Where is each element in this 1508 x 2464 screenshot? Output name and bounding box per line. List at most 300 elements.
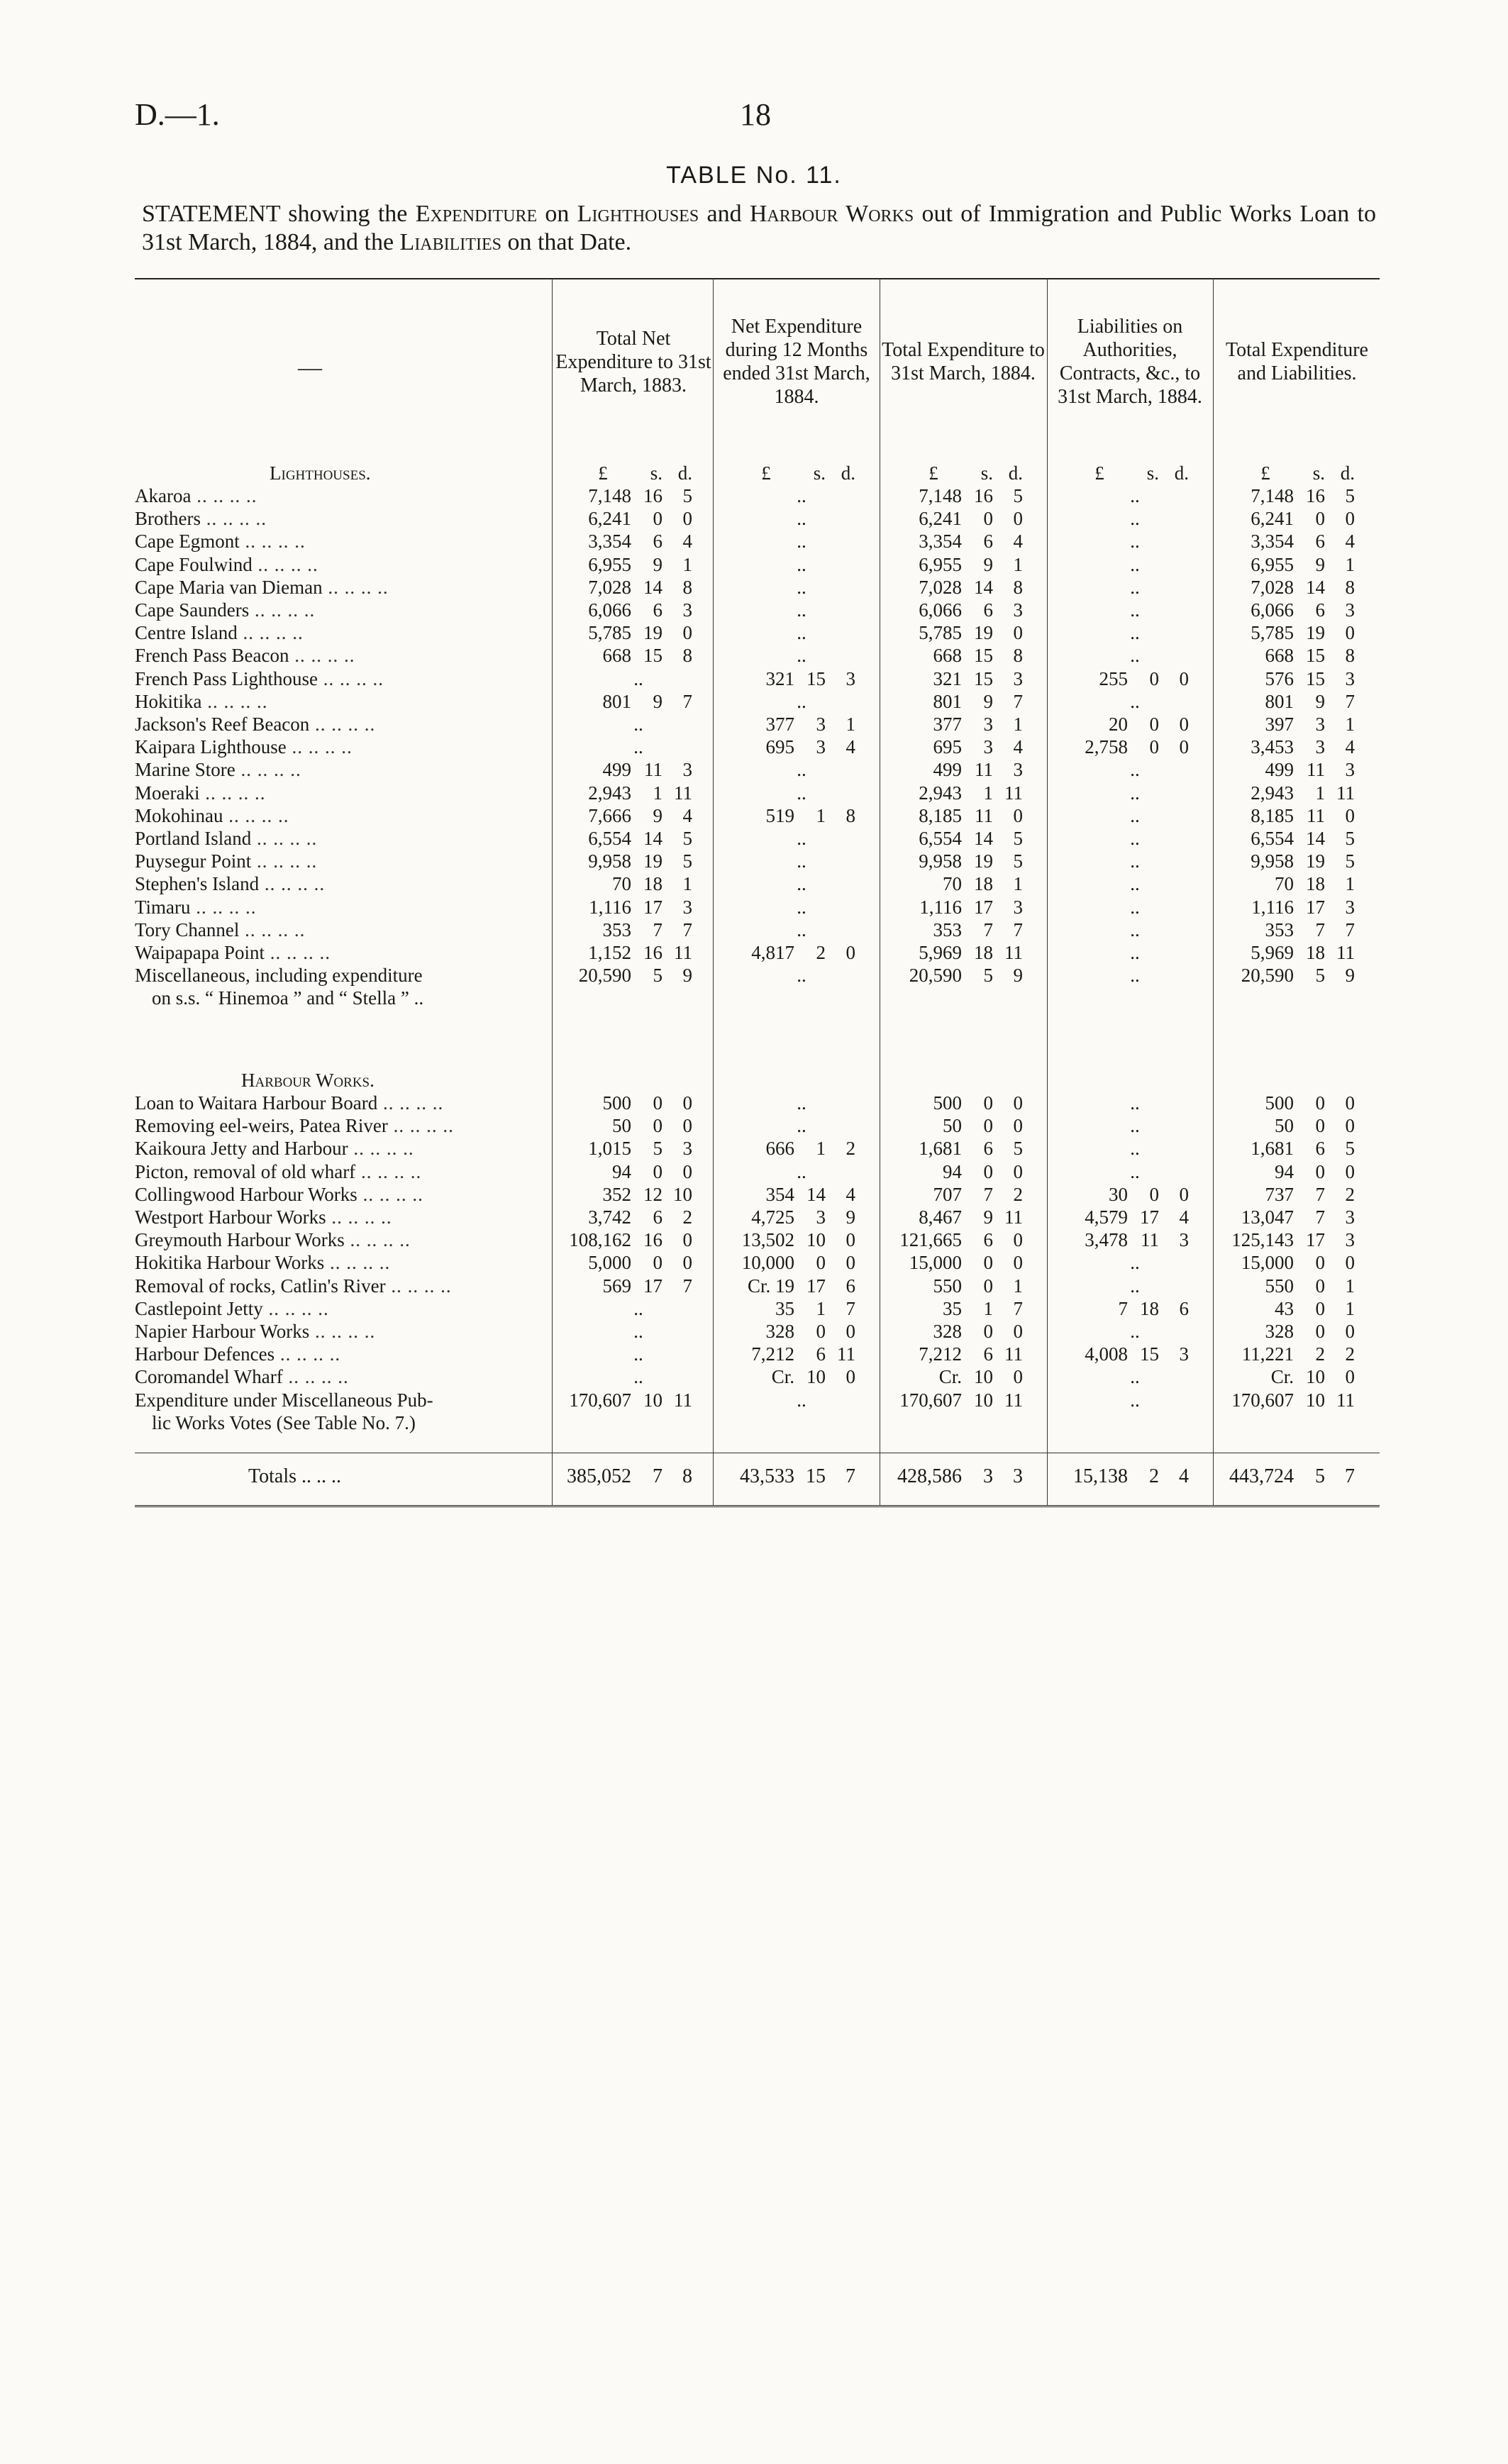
lighthouse-row-4-label — [135, 554, 539, 576]
lighthouse-row-3-c3-pence: 4 — [1013, 531, 1023, 553]
lighthouse-row-1-c3-pounds: 7,148 — [919, 485, 962, 506]
harbour-row-14-c3-pounds: 170,607 — [899, 1389, 962, 1411]
harbour-row-10-c3-pence: 7 — [1013, 1297, 1023, 1319]
lighthouse-row-5-leader: .. .. .. .. — [322, 576, 389, 598]
lighthouse-row-2-c4-blank: .. — [1130, 508, 1140, 530]
lighthouse-row-17-c3-pounds: 9,958 — [919, 850, 962, 872]
lighthouse-row-4-c5-pence: 1 — [1345, 553, 1355, 575]
unit-pence: d. — [677, 462, 692, 484]
harbour-row-2-c5-pounds: 50 — [1275, 1115, 1294, 1137]
lighthouse-row-21-c1-pounds: 1,152 — [588, 942, 631, 963]
lighthouse-row-3 — [135, 531, 1380, 553]
lighthouse-row-12 — [135, 736, 1380, 759]
lighthouse-row-8-c5-shillings: 15 — [1306, 645, 1325, 667]
lighthouse-row-2-leader: .. .. .. .. — [200, 508, 267, 530]
lighthouse-row-11-name: Jackson's Reef Beacon — [135, 714, 310, 735]
harbour-row-5-c3-shillings: 7 — [983, 1183, 993, 1205]
lighthouse-row-17-c1-pounds: 9,958 — [588, 850, 631, 872]
lighthouse-row-15-c4-blank: .. — [1130, 804, 1140, 826]
lighthouse-row-7-name: Centre Island — [135, 622, 238, 644]
lighthouse-row-14-c5-pounds: 2,943 — [1251, 782, 1294, 804]
harbour-row-12-leader: .. .. .. .. — [275, 1343, 341, 1365]
harbour-row-9-name: Removal of rocks, Catlin's River — [135, 1275, 386, 1297]
lighthouse-row-6-c1-pounds: 6,066 — [588, 599, 631, 621]
harbour-row-3-c3-pounds: 1,681 — [919, 1138, 962, 1160]
harbour-row-14-cont — [135, 1412, 1380, 1435]
lighthouse-row-14-c2-blank: .. — [797, 782, 806, 804]
lighthouse-row-6-c1-pence: 3 — [682, 599, 692, 621]
harbour-row-11-c2-pence: 0 — [846, 1321, 855, 1342]
harbour-row-4-c5-shillings: 0 — [1315, 1160, 1325, 1182]
lighthouse-row-11-c4-pence: 0 — [1179, 714, 1189, 735]
lighthouse-row-22-c2-blank: .. — [797, 965, 806, 987]
lighthouse-row-20-c5-shillings: 7 — [1315, 919, 1325, 940]
lighthouse-row-4-c1-pence: 1 — [682, 553, 692, 575]
lighthouse-row-19-c2-blank: .. — [797, 896, 806, 918]
lighthouse-row-2-c1-shillings: 0 — [653, 508, 662, 530]
lighthouse-row-21-c3-pence: 11 — [1004, 942, 1023, 963]
lighthouse-row-1-label — [135, 485, 539, 507]
lighthouse-row-5-name: Cape Maria van Dieman — [135, 576, 323, 598]
lighthouse-row-13-name: Marine Store — [135, 759, 235, 781]
lighthouse-row-1 — [135, 485, 1380, 508]
lighthouse-row-12-c4-pence: 0 — [1179, 736, 1189, 758]
lighthouse-row-21-c3-shillings: 18 — [974, 942, 993, 963]
lighthouse-row-12-c4-shillings: 0 — [1149, 736, 1159, 758]
lighthouse-row-22-c1-shillings: 5 — [653, 965, 662, 987]
unit-shilling: s. — [1146, 462, 1159, 484]
lighthouse-row-16-c1-pounds: 6,554 — [588, 828, 631, 849]
lighthouse-row-1-c5-pounds: 7,148 — [1251, 485, 1294, 506]
harbour-row-11 — [135, 1321, 1380, 1343]
lighthouse-row-11-label — [135, 714, 539, 736]
harbour-row-11-c5-shillings: 0 — [1315, 1321, 1325, 1342]
lighthouse-row-18 — [135, 873, 1380, 896]
lighthouse-row-15-c2-shillings: 1 — [816, 804, 826, 826]
lighthouse-row-1-c2-blank: .. — [797, 485, 806, 506]
lighthouse-row-19-leader: .. .. .. .. — [190, 896, 257, 918]
harbour-row-6-c1-pence: 2 — [682, 1206, 692, 1228]
harbour-row-6-c2-pence: 9 — [846, 1206, 855, 1228]
lighthouse-row-14-c3-pounds: 2,943 — [919, 782, 962, 804]
lighthouse-row-8 — [135, 645, 1380, 667]
lighthouse-row-15-c5-shillings: 11 — [1307, 804, 1325, 826]
lighthouse-row-10-c2-blank: .. — [797, 690, 806, 712]
harbour-row-2-c4-blank: .. — [1130, 1115, 1140, 1137]
harbour-row-11-c1-blank: .. — [633, 1321, 643, 1342]
lighthouse-row-9-c3-pence: 3 — [1013, 667, 1023, 689]
unit-shilling: s. — [1312, 462, 1325, 484]
harbour-row-7-c2-pounds: 13,502 — [741, 1229, 794, 1251]
harbour-row-3-c3-pence: 5 — [1013, 1138, 1023, 1160]
lighthouse-row-14-c3-shillings: 1 — [983, 782, 993, 804]
harbour-row-10-c4-pounds: 7 — [1118, 1297, 1128, 1319]
lighthouse-row-8-c3-shillings: 15 — [974, 645, 993, 667]
lighthouse-row-7-c5-pounds: 5,785 — [1251, 622, 1294, 644]
lighthouse-row-13-c5-shillings: 11 — [1307, 759, 1325, 781]
harbour-row-3-leader: .. .. .. .. — [348, 1138, 414, 1160]
lighthouse-row-16-c5-shillings: 14 — [1306, 828, 1325, 849]
harbour-row-12-c2-pounds: 7,212 — [751, 1343, 794, 1365]
lighthouse-row-2-c5-pounds: 6,241 — [1251, 508, 1294, 530]
lighthouse-row-11-c5-pounds: 397 — [1265, 714, 1294, 735]
lighthouse-row-19-c3-pence: 3 — [1013, 896, 1023, 918]
harbour-row-7-c3-shillings: 6 — [983, 1229, 993, 1251]
harbour-row-8-c5-shillings: 0 — [1315, 1252, 1325, 1274]
harbour-row-2 — [135, 1115, 1380, 1138]
col-head-liabilities: Liabilities on Authorities, Contracts, &c., to 31st March, 1884. — [1058, 316, 1202, 408]
unit-pence: d. — [841, 462, 855, 484]
lighthouse-row-9-label — [135, 668, 539, 690]
lighthouse-row-9-c4-pounds: 255 — [1099, 667, 1128, 689]
lighthouse-row-18-name: Stephen's Island — [135, 873, 260, 895]
harbour-row-4-leader: .. .. .. .. — [355, 1160, 422, 1182]
lighthouse-row-16-c4-blank: .. — [1130, 828, 1140, 849]
lighthouse-row-10-c1-pence: 7 — [682, 690, 692, 712]
lighthouse-row-1-c1-pounds: 7,148 — [588, 485, 631, 506]
harbour-row-8-c2-shillings: 0 — [816, 1252, 826, 1274]
table-number: TABLE No. 11. — [666, 162, 842, 189]
statement-text-4: out of Immigration and Public Works Loan to 31st March, 1884, and the — [142, 201, 1376, 255]
totals-c2-pounds: 43,533 — [740, 1465, 794, 1487]
harbour-row-5-c2-pounds: 354 — [765, 1183, 794, 1205]
unit-pence: d. — [1174, 462, 1189, 484]
harbour-row-8-c2-pence: 0 — [846, 1252, 855, 1274]
harbour-row-8-name: Hokitika Harbour Works — [135, 1252, 325, 1274]
harbour-row-3-label — [135, 1138, 539, 1160]
lighthouse-row-16 — [135, 828, 1380, 850]
lighthouse-row-7-c3-pence: 0 — [1013, 622, 1023, 644]
lighthouse-row-12-leader: .. .. .. .. — [286, 736, 353, 758]
harbour-row-6 — [135, 1206, 1380, 1229]
harbour-row-12-label — [135, 1343, 539, 1365]
lighthouse-row-18-c3-shillings: 18 — [974, 873, 993, 895]
harbour-row-14-c3-pence: 11 — [1004, 1389, 1023, 1411]
lighthouse-row-9-c5-pence: 3 — [1345, 667, 1355, 689]
totals-label-text: Totals — [248, 1465, 297, 1487]
lighthouse-row-17-c3-shillings: 19 — [974, 850, 993, 872]
lighthouse-row-12-c3-shillings: 3 — [983, 736, 993, 758]
harbour-row-10-c4-shillings: 18 — [1140, 1297, 1159, 1319]
lighthouse-row-9-c5-pounds: 576 — [1265, 667, 1294, 689]
lighthouse-row-17-c1-shillings: 19 — [643, 850, 662, 872]
statement-title — [142, 200, 1376, 257]
harbour-row-6-c2-pounds: 4,725 — [751, 1206, 794, 1228]
lighthouse-row-14-name: Moeraki — [135, 782, 200, 804]
lighthouse-row-18-c4-blank: .. — [1130, 873, 1140, 895]
lighthouse-row-21-c2-shillings: 2 — [816, 942, 826, 963]
harbour-row-4-c4-blank: .. — [1130, 1160, 1140, 1182]
lighthouse-row-16-c1-pence: 5 — [682, 828, 692, 849]
harbour-row-3-c5-pence: 5 — [1345, 1138, 1355, 1160]
lighthouse-row-21-leader: .. .. .. .. — [265, 942, 331, 963]
harbour-row-8-leader: .. .. .. .. — [324, 1252, 391, 1274]
lighthouse-row-10-c1-shillings: 9 — [653, 690, 662, 712]
lighthouse-row-20-c1-pence: 7 — [682, 919, 692, 940]
harbour-row-13-c5-pounds: Cr. — [1270, 1366, 1294, 1388]
lighthouse-row-8-c3-pounds: 668 — [933, 645, 962, 667]
harbour-row-1-c1-pounds: 500 — [602, 1092, 631, 1114]
lighthouse-row-18-c5-pounds: 70 — [1275, 873, 1294, 895]
lighthouse-row-2 — [135, 508, 1380, 531]
harbour-row-6-c3-pounds: 8,467 — [919, 1206, 962, 1228]
lighthouse-row-3-leader: .. .. .. .. — [239, 531, 306, 553]
lighthouse-row-20-c1-pounds: 353 — [602, 919, 631, 940]
lighthouse-row-19-label — [135, 897, 539, 919]
lighthouse-row-12-label — [135, 736, 539, 758]
lighthouse-row-13-c1-pounds: 499 — [602, 759, 631, 781]
lighthouse-row-18-c1-shillings: 18 — [643, 873, 662, 895]
lighthouse-row-18-c3-pounds: 70 — [943, 873, 962, 895]
harbour-row-4-c5-pence: 0 — [1345, 1160, 1355, 1182]
lighthouse-row-16-name: Portland Island — [135, 828, 252, 849]
harbour-row-12-c3-pence: 11 — [1004, 1343, 1023, 1365]
page-ref: D.—1. — [135, 97, 220, 132]
lighthouse-row-16-c5-pounds: 6,554 — [1251, 828, 1294, 849]
harbour-row-11-c5-pounds: 328 — [1265, 1321, 1294, 1342]
harbour-row-14-c4-blank: .. — [1130, 1389, 1140, 1411]
harbour-row-10-leader: .. .. .. .. — [262, 1297, 329, 1319]
harbour-row-5-c5-pounds: 737 — [1265, 1183, 1294, 1205]
lighthouse-row-6-c5-shillings: 6 — [1315, 599, 1325, 621]
harbour-row-9-c1-shillings: 17 — [643, 1275, 662, 1297]
lighthouse-row-16-c2-blank: .. — [797, 828, 806, 849]
harbour-row-11-leader: .. .. .. .. — [309, 1321, 376, 1342]
lighthouse-row-15-c1-shillings: 9 — [653, 804, 662, 826]
lighthouse-row-13-c4-blank: .. — [1130, 759, 1140, 781]
lighthouse-row-13 — [135, 759, 1380, 782]
lighthouse-row-6-c1-shillings: 6 — [653, 599, 662, 621]
totals-c5-shillings: 5 — [1315, 1465, 1325, 1487]
lighthouse-row-11-leader: .. .. .. .. — [309, 714, 376, 735]
harbour-row-11-c3-pounds: 328 — [933, 1321, 962, 1342]
lighthouse-row-13-c1-shillings: 11 — [644, 759, 662, 781]
totals-c3-shillings: 3 — [983, 1465, 993, 1487]
lighthouse-row-3-label — [135, 531, 539, 553]
lighthouse-row-7-c4-blank: .. — [1130, 622, 1140, 644]
lighthouse-row-20-c3-pounds: 353 — [933, 919, 962, 940]
lighthouse-row-1-c5-pence: 5 — [1345, 485, 1355, 506]
harbour-row-13-name: Coromandel Wharf — [135, 1366, 283, 1388]
lighthouse-row-21-c5-shillings: 18 — [1306, 942, 1325, 963]
harbour-row-11-c2-pounds: 328 — [765, 1321, 794, 1342]
lighthouse-row-7-c2-blank: .. — [797, 622, 806, 644]
lighthouse-row-4-c3-shillings: 9 — [983, 553, 993, 575]
harbour-row-12-c5-pence: 2 — [1345, 1343, 1355, 1365]
harbour-row-7-c1-pounds: 108,162 — [569, 1229, 631, 1251]
harbour-row-2-c5-shillings: 0 — [1315, 1115, 1325, 1137]
lighthouse-row-18-c5-shillings: 18 — [1306, 873, 1325, 895]
lighthouse-row-2-c1-pence: 0 — [682, 508, 692, 530]
harbour-row-1-c2-blank: .. — [797, 1092, 806, 1114]
harbour-row-4-c3-shillings: 0 — [983, 1160, 993, 1182]
lighthouse-row-4-c1-pounds: 6,955 — [588, 553, 631, 575]
harbour-row-12-c4-pence: 3 — [1179, 1343, 1189, 1365]
lighthouse-row-15-c5-pounds: 8,185 — [1251, 804, 1294, 826]
lighthouse-row-12-name: Kaipara Lighthouse — [135, 736, 287, 758]
lighthouse-row-9-c3-shillings: 15 — [974, 667, 993, 689]
lighthouse-row-17-c4-blank: .. — [1130, 850, 1140, 872]
harbour-row-9-c3-pounds: 550 — [933, 1275, 962, 1297]
harbour-row-12-c5-pounds: 11,221 — [1241, 1343, 1294, 1365]
harbour-row-3-c1-pence: 3 — [682, 1138, 692, 1160]
lighthouse-row-9-c4-pence: 0 — [1179, 667, 1189, 689]
lighthouse-row-11-c3-shillings: 3 — [983, 714, 993, 735]
harbour-row-10-name: Castlepoint Jetty — [135, 1297, 263, 1319]
harbour-row-13-c5-pence: 0 — [1345, 1366, 1355, 1388]
harbour-row-5-label — [135, 1184, 539, 1206]
harbour-row-13 — [135, 1366, 1380, 1389]
harbour-row-9-leader: .. .. .. .. — [385, 1275, 452, 1297]
harbour-row-7-c3-pence: 0 — [1013, 1229, 1023, 1251]
lighthouse-row-14-c1-pounds: 2,943 — [588, 782, 631, 804]
harbour-row-7-c4-shillings: 11 — [1141, 1229, 1159, 1251]
lighthouse-row-15-c1-pence: 4 — [682, 804, 692, 826]
harbour-row-8-c3-pounds: 15,000 — [909, 1252, 962, 1274]
lighthouse-row-5-c5-pounds: 7,028 — [1251, 576, 1294, 598]
lighthouse-row-21 — [135, 942, 1380, 965]
harbour-row-5-c2-pence: 4 — [846, 1183, 855, 1205]
harbour-row-12-c3-shillings: 6 — [983, 1343, 993, 1365]
lighthouse-row-5-label — [135, 577, 539, 599]
harbour-row-1-c3-pounds: 500 — [933, 1092, 962, 1114]
lighthouse-row-15-name: Mokohinau — [135, 804, 223, 826]
harbour-row-1-name: Loan to Waitara Harbour Board — [135, 1092, 378, 1114]
lighthouse-row-19-c3-pounds: 1,116 — [919, 896, 962, 918]
lighthouse-row-2-c3-pence: 0 — [1013, 508, 1023, 530]
lighthouse-row-21-c1-pence: 11 — [674, 942, 692, 963]
totals-c4-shillings: 2 — [1149, 1465, 1159, 1487]
lighthouse-row-17-c5-pence: 5 — [1345, 850, 1355, 872]
lighthouse-row-11-c1-blank: .. — [633, 714, 643, 735]
lighthouse-row-22-label — [135, 965, 539, 987]
harbour-row-13-leader: .. .. .. .. — [282, 1366, 349, 1388]
harbour-row-9-c2-shillings: 17 — [806, 1275, 826, 1297]
harbour-row-4-c5-pounds: 94 — [1275, 1160, 1294, 1182]
harbour-row-10-c5-pounds: 43 — [1275, 1297, 1294, 1319]
harbour-row-11-c4-blank: .. — [1130, 1321, 1140, 1342]
lighthouse-row-12-c5-pounds: 3,453 — [1251, 736, 1294, 758]
harbour-row-7-c5-pence: 3 — [1345, 1229, 1355, 1251]
lighthouse-row-19-c1-pence: 3 — [682, 896, 692, 918]
harbour-row-10-c4-pence: 6 — [1179, 1297, 1189, 1319]
lighthouse-row-11-c4-pounds: 20 — [1109, 714, 1128, 735]
lighthouse-row-12-c1-blank: .. — [633, 736, 643, 758]
harbour-row-12-c2-pence: 11 — [837, 1343, 855, 1365]
lighthouse-row-11-c3-pence: 1 — [1013, 714, 1023, 735]
harbour-row-12-c4-pounds: 4,008 — [1085, 1343, 1128, 1365]
harbour-row-9 — [135, 1275, 1380, 1298]
harbour-row-13-c1-blank: .. — [633, 1366, 643, 1388]
harbour-row-5-c1-pounds: 352 — [602, 1183, 631, 1205]
harbour-row-3-c5-shillings: 6 — [1315, 1138, 1325, 1160]
lighthouse-row-4-c1-shillings: 9 — [653, 553, 662, 575]
lighthouse-row-19-c4-blank: .. — [1130, 896, 1140, 918]
harbour-row-12-c3-pounds: 7,212 — [919, 1343, 962, 1365]
harbour-row-3-name: Kaikoura Jetty and Harbour — [135, 1138, 348, 1160]
lighthouse-row-9-leader: .. .. .. .. — [317, 667, 384, 689]
totals-c1-pence: 8 — [682, 1465, 692, 1487]
harbour-row-6-c4-pounds: 4,579 — [1085, 1206, 1128, 1228]
harbour-row-9-c5-pounds: 550 — [1265, 1275, 1294, 1297]
harbour-row-6-c5-pence: 3 — [1345, 1206, 1355, 1228]
lighthouse-row-17-c5-pounds: 9,958 — [1251, 850, 1294, 872]
harbour-row-9-c1-pounds: 569 — [602, 1275, 631, 1297]
harbour-row-6-c5-pounds: 13,047 — [1241, 1206, 1294, 1228]
lighthouse-row-15-c2-pence: 8 — [846, 804, 855, 826]
lighthouse-row-3-c1-pounds: 3,354 — [588, 531, 631, 553]
lighthouse-row-5-c3-shillings: 14 — [974, 576, 993, 598]
statement-sc-3: Harbour Works — [749, 201, 914, 227]
harbour-row-6-leader: .. .. .. .. — [326, 1206, 392, 1228]
lighthouse-row-13-c3-pounds: 499 — [933, 759, 962, 781]
lighthouse-row-16-c3-pounds: 6,554 — [919, 828, 962, 849]
lighthouse-row-13-c3-pence: 3 — [1013, 759, 1023, 781]
lighthouse-row-20-c1-shillings: 7 — [653, 919, 662, 940]
lighthouse-row-7-c5-pence: 0 — [1345, 622, 1355, 644]
lighthouse-row-17 — [135, 850, 1380, 873]
lighthouse-row-21-name: Waipapapa Point — [135, 942, 265, 963]
harbour-row-11-c3-shillings: 0 — [983, 1321, 993, 1342]
lighthouse-row-8-label — [135, 645, 539, 667]
harbour-row-13-label — [135, 1366, 539, 1388]
lighthouse-row-5-c3-pence: 8 — [1013, 576, 1023, 598]
lighthouse-row-12-c3-pence: 4 — [1013, 736, 1023, 758]
lighthouse-row-1-c5-shillings: 16 — [1306, 485, 1325, 506]
lighthouse-row-12-c5-shillings: 3 — [1315, 736, 1325, 758]
lighthouse-row-17-c2-blank: .. — [797, 850, 806, 872]
lighthouse-row-21-c5-pence: 11 — [1336, 942, 1355, 963]
lighthouse-row-6-c3-shillings: 6 — [983, 599, 993, 621]
lighthouse-row-2-c2-blank: .. — [797, 508, 806, 530]
lighthouse-row-5-c5-pence: 8 — [1345, 576, 1355, 598]
lighthouse-row-8-leader: .. .. .. .. — [289, 645, 355, 667]
lighthouse-row-15-c3-pounds: 8,185 — [919, 804, 962, 826]
harbour-row-6-c4-pence: 4 — [1179, 1206, 1189, 1228]
harbour-row-14-label — [135, 1389, 539, 1411]
col-head-total-1884: Total Expenditure to 31st March, 1884. — [882, 339, 1045, 384]
lighthouse-row-5-c2-blank: .. — [797, 576, 806, 598]
harbour-row-10-c5-shillings: 0 — [1315, 1297, 1325, 1319]
harbour-row-12-c4-shillings: 15 — [1140, 1343, 1159, 1365]
lighthouse-row-22 — [135, 965, 1380, 987]
lighthouse-row-9-c2-pounds: 321 — [765, 667, 794, 689]
harbour-row-6-label — [135, 1206, 539, 1228]
harbour-row-6-c3-shillings: 9 — [983, 1206, 993, 1228]
harbour-row-5-c5-shillings: 7 — [1315, 1183, 1325, 1205]
harbour-row-5-c1-shillings: 12 — [643, 1183, 662, 1205]
statement-text-1: showing the — [280, 201, 416, 227]
harbour-row-6-c1-shillings: 6 — [653, 1206, 662, 1228]
harbour-row-5 — [135, 1184, 1380, 1206]
lighthouse-row-4-c3-pence: 1 — [1013, 553, 1023, 575]
lighthouse-row-1-c1-shillings: 16 — [643, 485, 662, 506]
lighthouse-row-19 — [135, 897, 1380, 919]
harbour-row-7-c1-pence: 0 — [682, 1229, 692, 1251]
harbour-row-13-c2-pence: 0 — [846, 1366, 855, 1388]
lighthouse-row-5-c3-pounds: 7,028 — [919, 576, 962, 598]
lighthouse-row-9-c2-pence: 3 — [846, 667, 855, 689]
lighthouse-row-14-c4-blank: .. — [1130, 782, 1140, 804]
lighthouse-row-18-c1-pounds: 70 — [612, 873, 631, 895]
lighthouse-row-7-c1-pounds: 5,785 — [588, 622, 631, 644]
lighthouse-row-2-c5-pence: 0 — [1345, 508, 1355, 530]
lighthouse-row-18-leader: .. .. .. .. — [259, 873, 326, 895]
harbour-row-1-c1-shillings: 0 — [653, 1092, 662, 1114]
unit-pound: £ — [1094, 462, 1104, 484]
lighthouse-row-8-c2-blank: .. — [797, 645, 806, 667]
lighthouse-row-15-leader: .. .. .. .. — [223, 804, 289, 826]
